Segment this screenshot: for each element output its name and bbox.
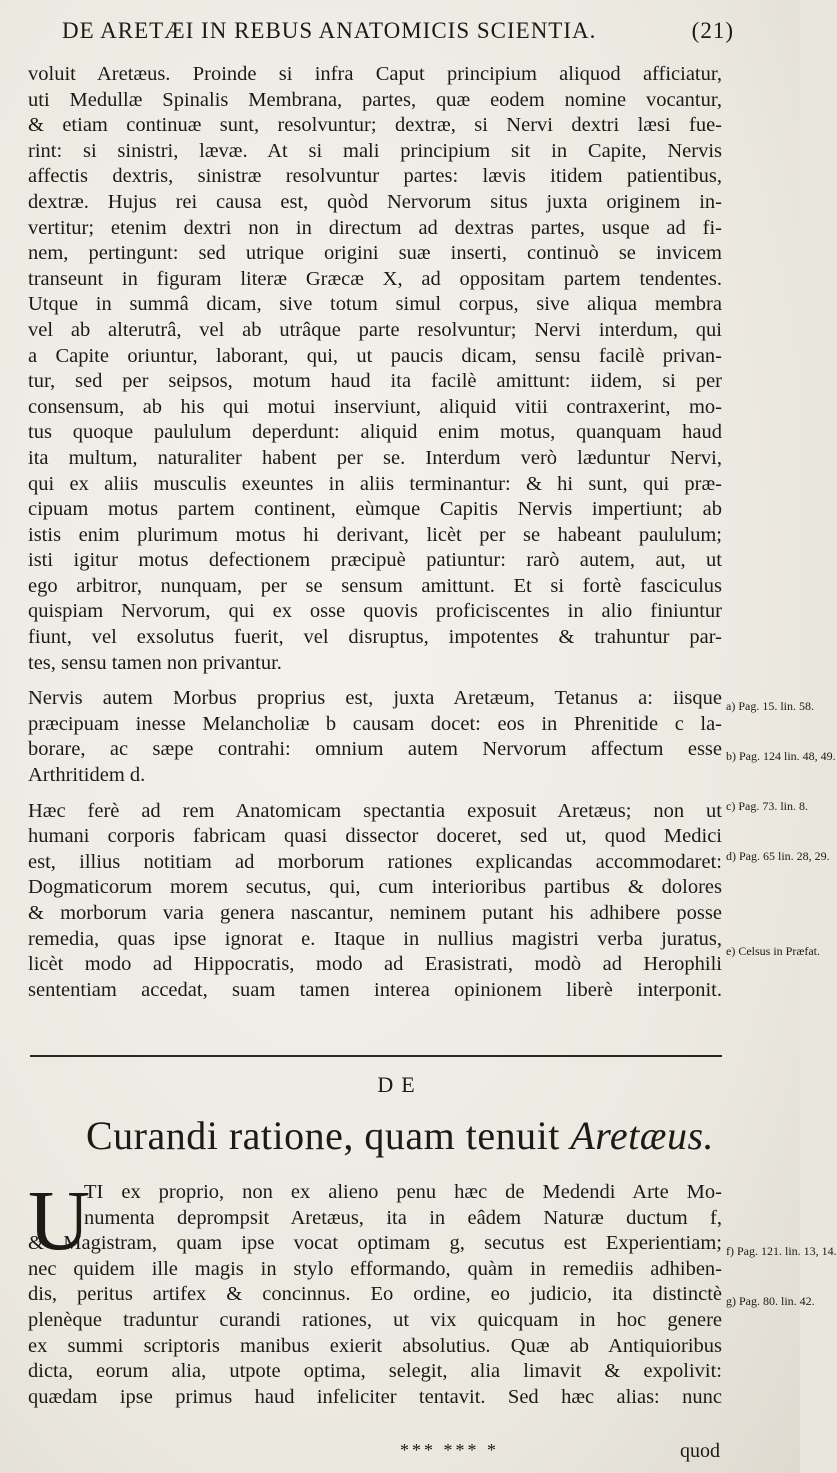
section-title bbox=[0, 1112, 800, 1159]
running-head-title: DE ARETÆI IN REBUS ANATOMICIS SCIENTIA. bbox=[62, 18, 597, 43]
margin-note: e) Celsus in Præfat. bbox=[726, 944, 820, 958]
text-line: consensum, ab his qui motui inserviunt, aliquid vitii contraxerint, mo- bbox=[28, 395, 722, 418]
text-line: & morborum varia genera nascantur, neminem putant his adhibere posse bbox=[28, 902, 722, 924]
signature-mark: *** *** * bbox=[400, 1440, 499, 1460]
text-line: est, illius notitiam ad morborum rationes explicandas accommodaret: bbox=[28, 850, 722, 873]
text-line: fiunt, vel exsolutus fuerit, vel disruptus, impotentes & trahuntur par- bbox=[28, 626, 722, 649]
text-line: plenèque traduntur curandi rationes, ut vix quicquam in hoc genere bbox=[28, 1308, 722, 1331]
text-line: voluit Aretæus. Proinde si infra Caput principium aliquod afficiatur, bbox=[28, 63, 722, 85]
text-line: tus quoque paululum deperdunt: aliquid enim motus, quanquam haud bbox=[28, 421, 722, 444]
text-line: tur, sed per seipsos, motum haud ita facilè amittunt: iidem, si per bbox=[28, 370, 722, 393]
margin-note: g) Pag. 80. lin. 42. bbox=[726, 1294, 815, 1308]
text-line: ex summi scriptoris manibus exierit absolutius. Quæ ab Antiquioribus bbox=[28, 1334, 722, 1357]
text-line: nec quidem ille magis in stylo efformando, quàm in remediis adhiben- bbox=[28, 1257, 722, 1280]
text-line: præcipuam inesse Melancholiæ b causam docet: eos in Phrenitide c la- bbox=[28, 712, 722, 735]
text-line: istis enim plurimum motus hi derivant, licèt per se habeant paululum; bbox=[28, 523, 722, 546]
text-line: tes, sensu tamen non privantur. bbox=[28, 651, 282, 674]
text-line: Utque in summâ dicam, sive totum simul corpus, sive aliqua membra bbox=[28, 293, 722, 316]
text-line: TI ex proprio, non ex alieno penu hæc de Medendi Arte Mo- bbox=[84, 1181, 722, 1203]
text-line: Nervis autem Morbus proprius est, juxta Aretæum, Tetanus a: iisque bbox=[28, 687, 722, 710]
catchword: quod bbox=[680, 1440, 720, 1462]
text-line: & etiam continuæ sunt, resolvuntur; dextræ, si Nervi dextri læsi fue- bbox=[28, 114, 722, 137]
text-line: Hæc ferè ad rem Anatomicam spectantia exposuit Aretæus; non ut bbox=[28, 799, 722, 822]
text-line: ego arbitror, nunquam, per se sensum amittunt. Et si fortè fasciculus bbox=[28, 574, 722, 597]
margin-note: b) Pag. 124 lin. 48, 49. bbox=[726, 749, 836, 763]
text-line: licèt modo ad Hippocratis, modo ad Erasistrati, modò ad Herophili bbox=[28, 953, 722, 976]
text-line: borare, ac sæpe contrahi: omnium autem Nervorum affectum esse bbox=[28, 738, 722, 761]
text-line: isti igitur motus defectionem præcipuè patiuntur: rarò autem, aut, ut bbox=[28, 549, 722, 572]
text-line: affectis dextris, sinistræ resolvuntur partes: lævis itidem patientibus, bbox=[28, 165, 722, 188]
page-number: (21) bbox=[691, 18, 734, 43]
text-line: dis, peritus artifex & concinnus. Eo ordine, eo judicio, ita distinctè bbox=[28, 1283, 722, 1306]
text-line: dicta, eorum alia, utpote optima, selegit, alia limavit & expolivit: bbox=[28, 1360, 722, 1383]
text-line: vel ab alterutrâ, vel ab utrâque parte resolvuntur; Nervi interdum, qui bbox=[28, 318, 722, 341]
margin-note: a) Pag. 15. lin. 58. bbox=[726, 699, 814, 713]
section-title-italic: Aretæus. bbox=[570, 1113, 715, 1158]
text-line: dextræ. Hujus rei causa est, quòd Nervorum situs juxta originem in- bbox=[28, 190, 722, 213]
text-line: quædam ipse primus haud infeliciter tentavit. Sed hæc alias: nunc bbox=[28, 1385, 722, 1408]
text-line: a Capite oriuntur, laborant, qui, ut paucis dicam, sensu facilè privan- bbox=[28, 344, 722, 367]
text-line: remedia, quas ipse ignorat e. Itaque in nullius magistri verba juratus, bbox=[28, 927, 722, 950]
text-line: ita multum, naturaliter habent per se. Interdum verò læduntur Nervi, bbox=[28, 446, 722, 469]
text-line: & Magistram, quam ipse vocat optimam g, secutus est Experientiam; bbox=[28, 1232, 722, 1255]
drop-capital: U bbox=[28, 1172, 91, 1268]
text-line: numenta deprompsit Aretæus, ita in eâdem Naturæ ductum f, bbox=[84, 1206, 722, 1229]
text-line: rint: si sinistri, lævæ. At si mali principium sit in Capite, Nervis bbox=[28, 139, 722, 162]
body-text-upper bbox=[28, 62, 722, 1003]
text-line: Arthritidem d. bbox=[28, 764, 146, 787]
section-divider bbox=[30, 1055, 722, 1057]
body-text-lower bbox=[28, 1172, 722, 1410]
text-line: qui ex aliis musculis exeuntes in aliis terminantur: & hi sunt, qui præ- bbox=[28, 472, 722, 495]
text-line: uti Medullæ Spinalis Membrana, partes, quæ eodem nomine vocantur, bbox=[28, 88, 722, 111]
running-head bbox=[62, 18, 734, 44]
margin-note: f) Pag. 121. lin. 13, 14. bbox=[726, 1244, 837, 1258]
text-line: sententiam accedat, suam tamen interea opinionem liberè interponit. bbox=[28, 978, 722, 1001]
text-line: nem, pertingunt: sed utrique origini suæ inserti, continuò se invicem bbox=[28, 242, 722, 265]
section-title-roman: Curandi ratione, quam tenuit bbox=[85, 1113, 560, 1158]
text-line: cipuam motus partem continent, eùmque Capitis Nervis impertiunt; ab bbox=[28, 498, 722, 521]
section-preposition: DE bbox=[377, 1072, 423, 1097]
margin-note: c) Pag. 73. lin. 8. bbox=[726, 799, 808, 813]
text-line: humani corporis fabricam quasi dissector doceret, sed ut, quod Medici bbox=[28, 825, 722, 848]
text-line: Dogmaticorum morem secutus, qui, cum interioribus partibus & dolores bbox=[28, 876, 722, 899]
margin-note: d) Pag. 65 lin. 28, 29. bbox=[726, 849, 830, 863]
text-line: transeunt in figuram literæ Græcæ X, ad oppositam partem tendentes. bbox=[28, 267, 722, 290]
text-line: quispiam Nervorum, qui ex osse quovis proficiscentes in alio finiuntur bbox=[28, 600, 722, 623]
text-line: vertitur; etenim dextri non in directum ad dextras partes, usque ad fi- bbox=[28, 216, 722, 239]
